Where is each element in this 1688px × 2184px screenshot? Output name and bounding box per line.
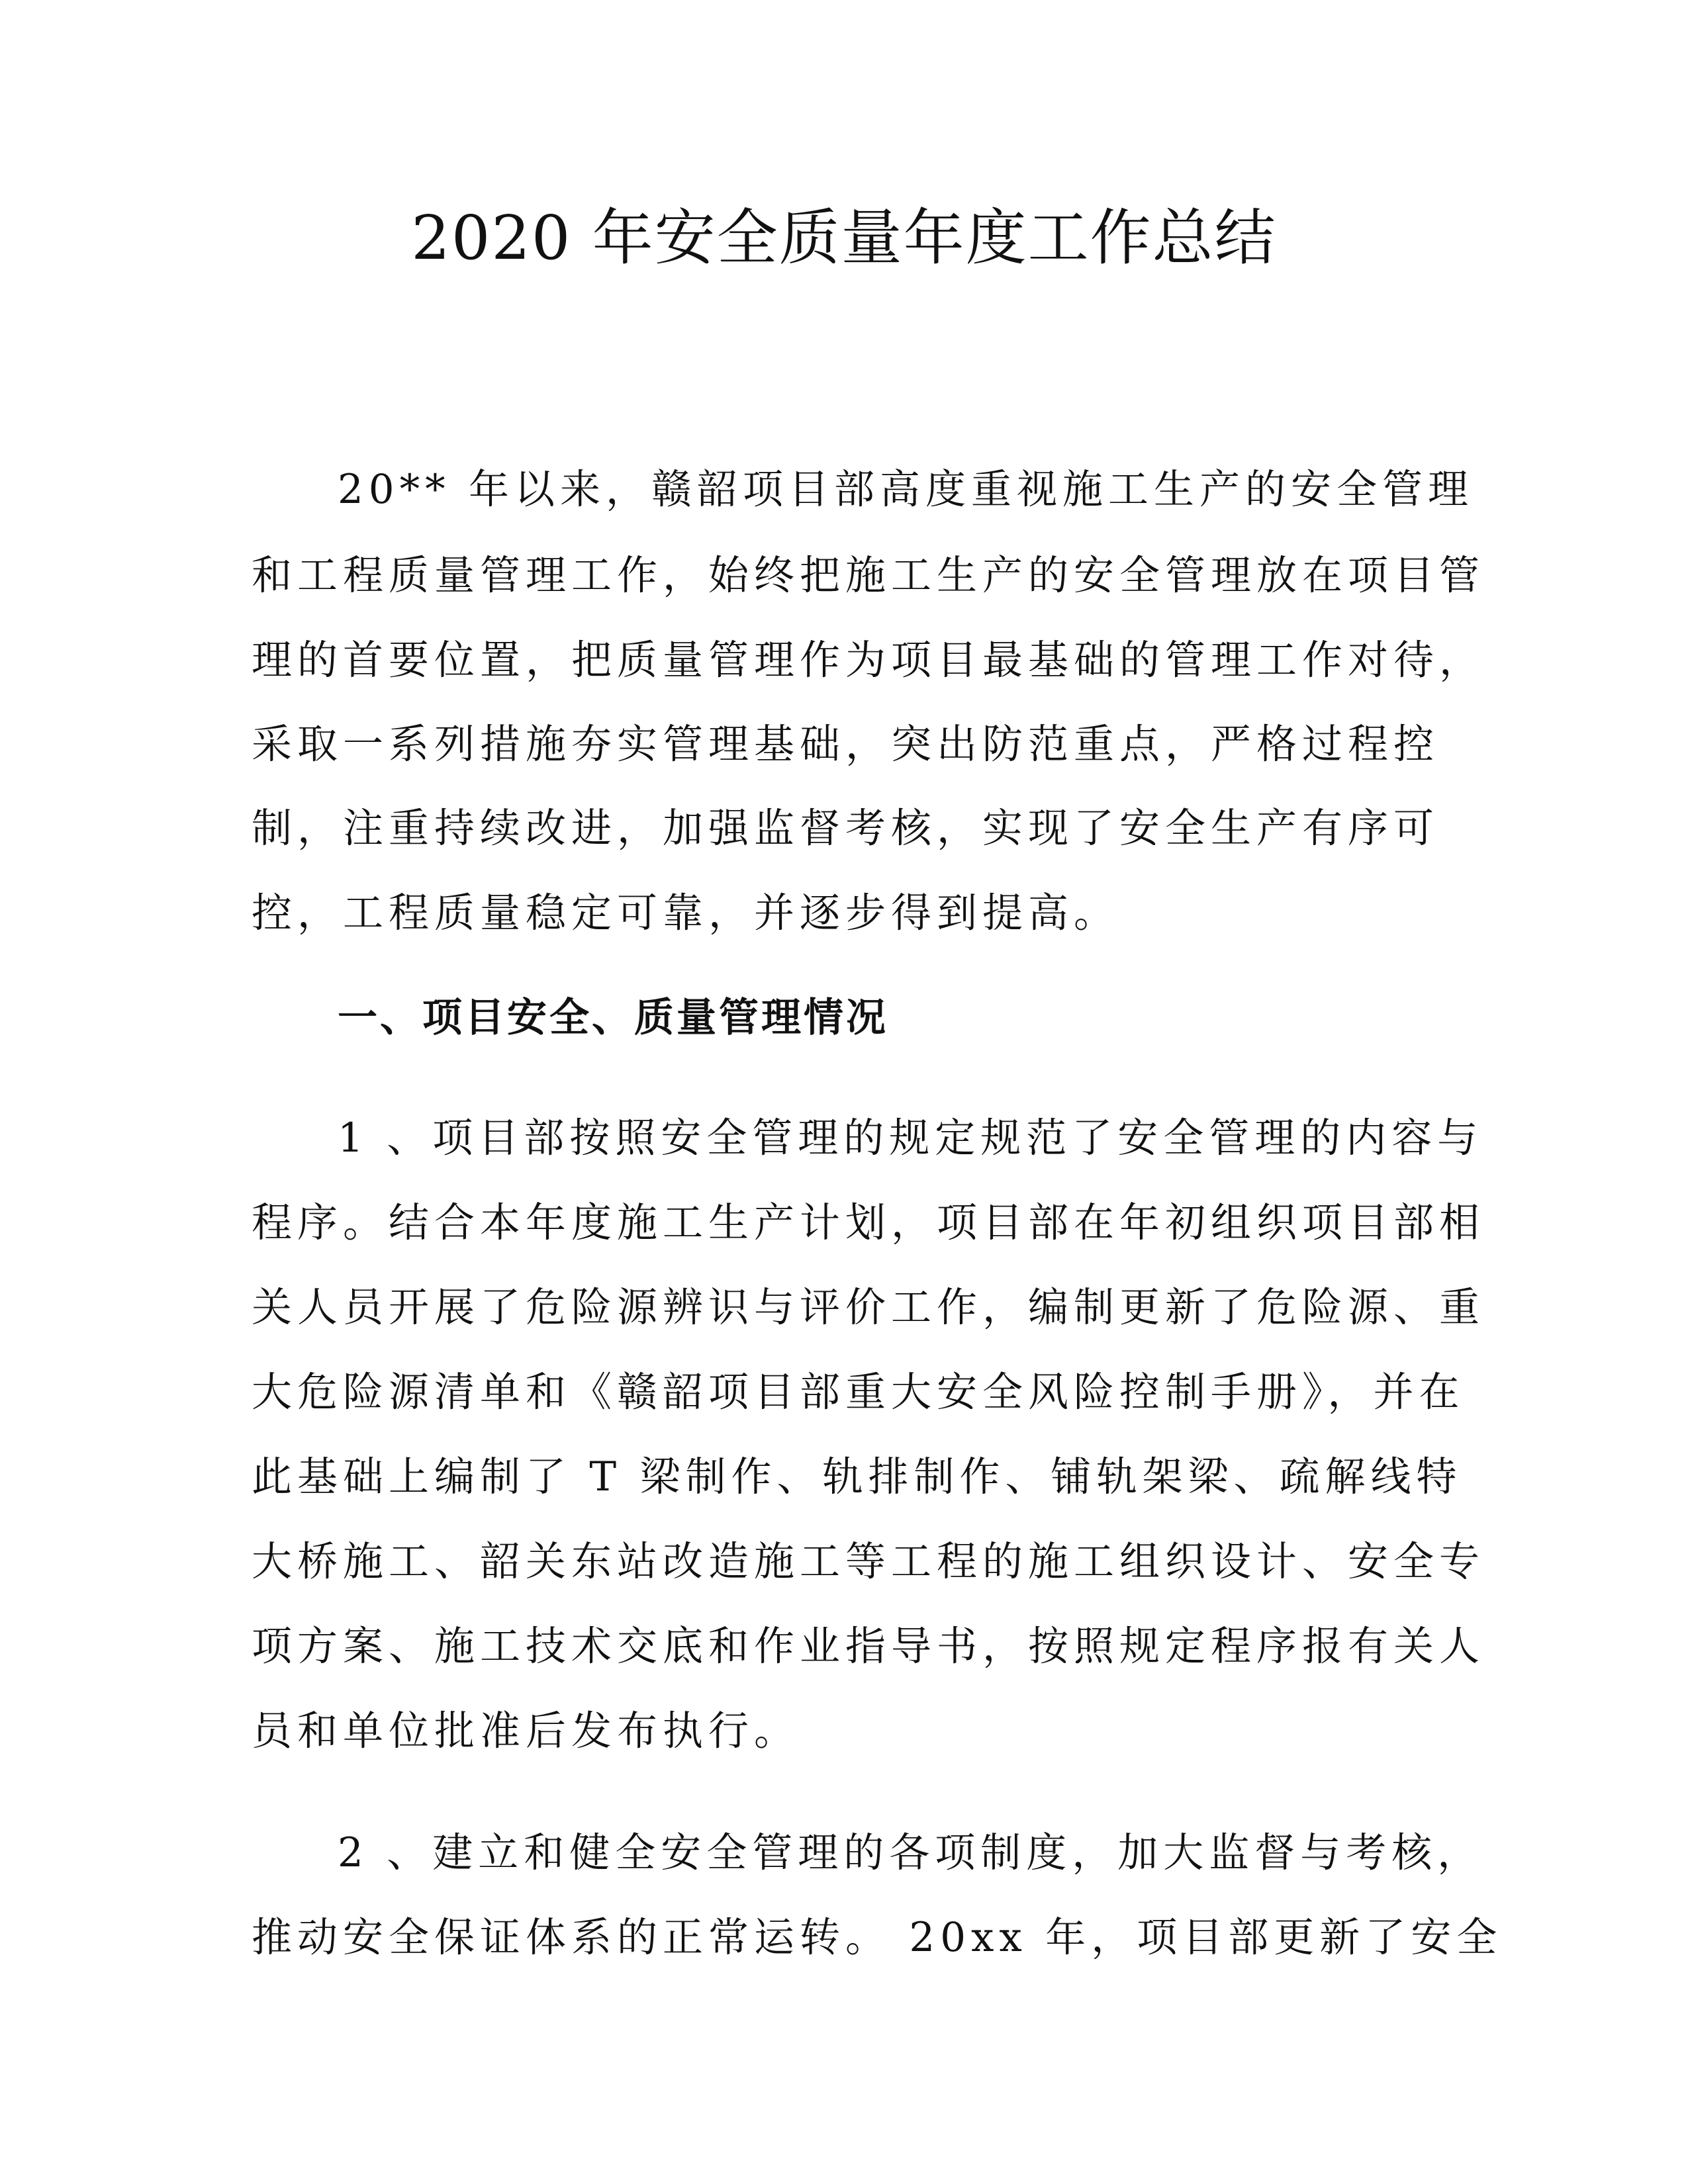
paragraph-2-line-2: 程序。结合本年度施工生产计划，项目部在年初组织项目部相: [252, 1199, 1485, 1246]
paragraph-1-line-2: 和工程质量管理工作，始终把施工生产的安全管理放在项目管: [252, 552, 1485, 599]
document-title: 2020 年安全质量年度工作总结: [411, 203, 1277, 273]
paragraph-1-line-5: 制，注重持续改进，加强监督考核，实现了安全生产有序可: [252, 805, 1440, 852]
paragraph-2-line-6: 大桥施工、韶关东站改造施工等工程的施工组织设计、安全专: [252, 1538, 1485, 1585]
paragraph-3-line-2: 推动安全保证体系的正常运转。 20xx 年，项目部更新了安全: [252, 1914, 1503, 1961]
section-1-heading: 一、项目安全、质量管理情况: [338, 995, 888, 1041]
paragraph-2-line-7: 项方案、施工技术交底和作业指导书，按照规定程序报有关人: [252, 1623, 1485, 1670]
paragraph-2-line-8: 员和单位批准后发布执行。: [252, 1707, 800, 1754]
paragraph-2-line-3: 关人员开展了危险源辨识与评价工作，编制更新了危险源、重: [252, 1284, 1485, 1331]
paragraph-2-line-5: 此基础上编制了 T 梁制作、轨排制作、铺轨架梁、疏解线特: [252, 1453, 1462, 1500]
paragraph-3-line-1: 2 、建立和健全安全管理的各项制度，加大监督与考核，: [338, 1829, 1483, 1876]
paragraph-1-line-3: 理的首要位置，把质量管理作为项目最基础的管理工作对待，: [252, 637, 1485, 684]
paragraph-2-line-4: 大危险源清单和《赣韶项目部重大安全风险控制手册》，并在: [252, 1369, 1465, 1416]
paragraph-1-line-6: 控，工程质量稳定可靠，并逐步得到提高。: [252, 889, 1120, 936]
paragraph-1-line-4: 采取一系列措施夯实管理基础，突出防范重点，严格过程控: [252, 721, 1440, 768]
paragraph-2-line-1: 1 、项目部按照安全管理的规定规范了安全管理的内容与: [338, 1115, 1483, 1161]
paragraph-1-line-1: 20** 年以来，赣韶项目部高度重视施工生产的安全管理: [338, 466, 1474, 513]
